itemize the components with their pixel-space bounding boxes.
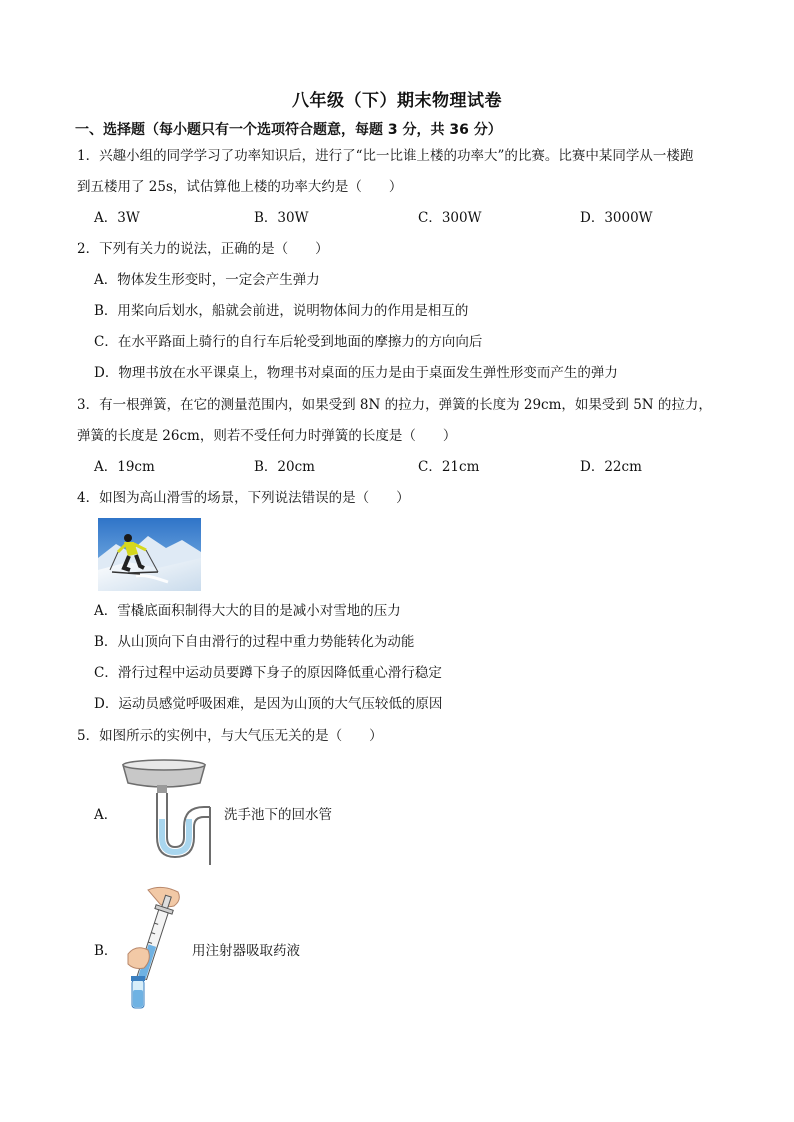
- question-5-option-b-letter[interactable]: B．: [94, 943, 118, 959]
- question-3-option-a[interactable]: A．19cm: [94, 459, 155, 475]
- syringe-figure: [122, 884, 184, 1016]
- question-4-option-b[interactable]: B．从山顶向下自由滑行的过程中重力势能转化为动能: [94, 634, 415, 650]
- question-3-option-c[interactable]: C．21cm: [418, 459, 480, 475]
- question-4-option-c[interactable]: C．滑行过程中运动员要蹲下身子的原因降低重心滑行稳定: [94, 665, 442, 681]
- sink-drain-figure: [120, 757, 215, 875]
- sink-trap-icon: [120, 757, 215, 875]
- question-4-option-a[interactable]: A．雪橇底面积制得大大的目的是减小对雪地的压力: [94, 603, 401, 619]
- question-3-option-b[interactable]: B．20cm: [254, 459, 315, 475]
- question-1-option-d[interactable]: D．3000W: [580, 210, 653, 226]
- question-5-text: 5．如图所示的实例中，与大气压无关的是（ ）: [77, 728, 383, 744]
- question-1-option-a[interactable]: A．3W: [94, 210, 140, 226]
- question-3-text-line1: 3．有一根弹簧，在它的测量范围内，如果受到 8N 的拉力，弹簧的长度为 29cm，如果受到 5N 的拉力，: [77, 397, 712, 413]
- question-5-option-b-caption: 用注射器吸取药液: [192, 943, 300, 959]
- question-4-text: 4．如图为高山滑雪的场景，下列说法错误的是（ ）: [77, 490, 410, 506]
- question-1-text-line1: 1．兴趣小组的同学学习了功率知识后，进行了“比一比谁上楼的功率大”的比赛。比赛中某同学从一楼跑: [77, 148, 694, 164]
- question-1-option-c[interactable]: C．300W: [418, 210, 482, 226]
- question-1-option-b[interactable]: B．30W: [254, 210, 309, 226]
- question-4-option-d[interactable]: D．运动员感觉呼吸困难，是因为山顶的大气压较低的原因: [94, 696, 443, 712]
- question-2-option-d[interactable]: D．物理书放在水平课桌上，物理书对桌面的压力是由于桌面发生弹性形变而产生的弹力: [94, 365, 618, 381]
- question-2-option-a[interactable]: A．物体发生形变时，一定会产生弹力: [94, 272, 320, 288]
- question-3-text-line2: 弹簧的长度是 26cm，则若不受任何力时弹簧的长度是（ ）: [77, 428, 457, 444]
- question-2-option-c[interactable]: C．在水平路面上骑行的自行车后轮受到地面的摩擦力的方向向后: [94, 334, 483, 350]
- question-5-option-a-caption: 洗手池下的回水管: [224, 807, 332, 823]
- skiing-photo: [98, 518, 201, 591]
- syringe-icon: [122, 884, 184, 1016]
- question-2-text: 2．下列有关力的说法，正确的是（ ）: [77, 241, 329, 257]
- question-2-option-b[interactable]: B．用桨向后划水，船就会前进，说明物体间力的作用是相互的: [94, 303, 469, 319]
- question-3-option-d[interactable]: D．22cm: [580, 459, 642, 475]
- question-1-text-line2: 到五楼用了 25s，试估算他上楼的功率大约是（ ）: [77, 179, 403, 195]
- question-5-option-a-letter[interactable]: A．: [94, 807, 118, 823]
- skiing-scene-icon: [98, 518, 201, 591]
- page-title: 八年级（下）期末物理试卷: [292, 91, 502, 111]
- section-heading-choice: 一、选择题（每小题只有一个选项符合题意，每题 3 分，共 36 分）: [75, 122, 502, 138]
